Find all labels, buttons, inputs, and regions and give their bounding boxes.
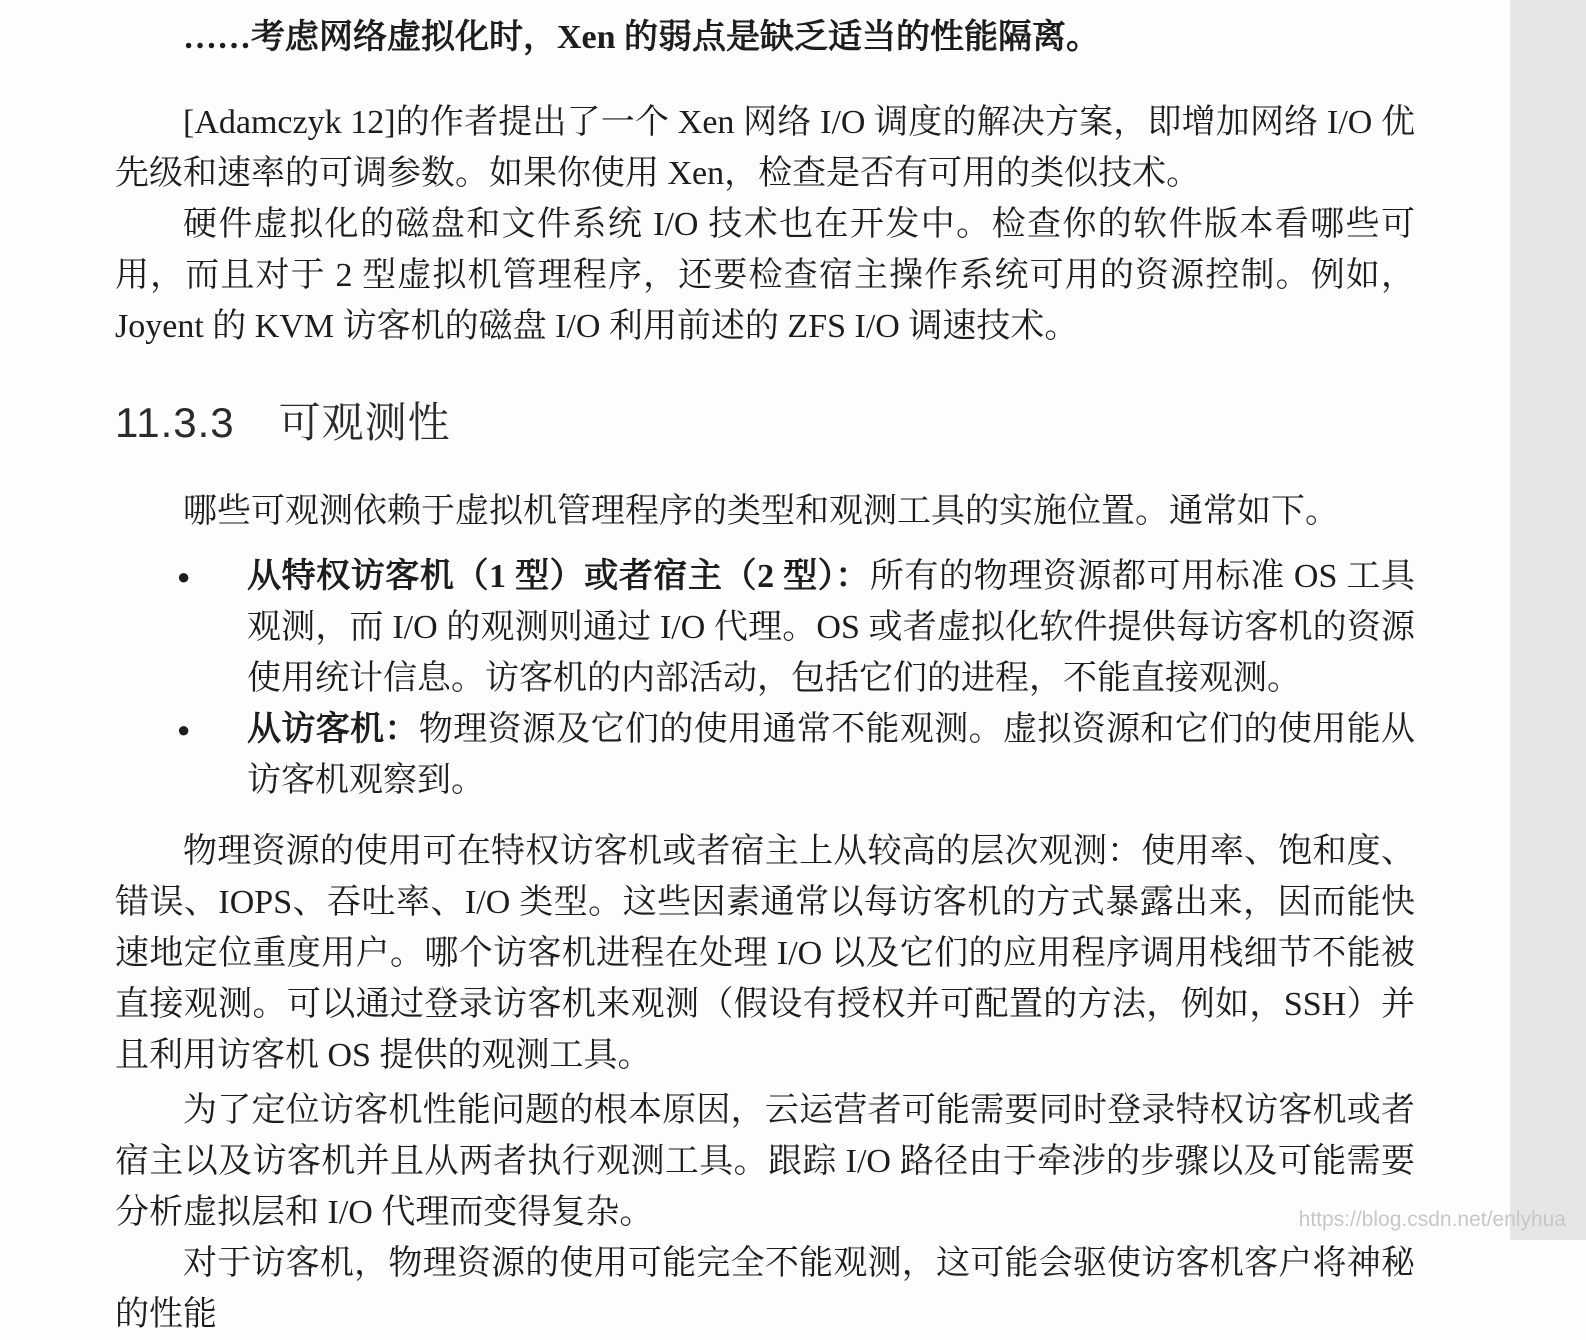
- section-title: 可观测性: [278, 399, 451, 446]
- bullet-text: [247, 551, 1415, 704]
- paragraph-physical-resources: 物理资源的使用可在特权访客机或者宿主上从较高的层次观测：使用率、饱和度、错误、IOPS、吞吐率、I/O 类型。这些因素通常以每访客机的方式暴露出来，因而能快速地定位重度用户。哪个访客机进程在处理 I/O 以及它们的应用程序调用栈细节不能被直接观测。可以通过登录访客机来观测（假设有授权并可配置的方法，例如，SSH）并且利用访客机 OS 提供的观测工具。: [115, 833, 1415, 1074]
- paragraph-cutoff: 对于访客机，物理资源的使用可能完全不能观测，这可能会驱使访客机客户将神秘的性能: [115, 1245, 1415, 1333]
- section-number: 11.3.3: [115, 399, 235, 446]
- page-edge-band: [1510, 0, 1586, 1240]
- paragraph-adamczyk: [Adamczyk 12]的作者提出了一个 Xen 网络 I/O 调度的解决方案，即增加网络 I/O 优先级和速率的可调参数。如果你使用 Xen，检查是否有可用的类似技术。: [115, 104, 1415, 192]
- list-item: [115, 704, 1415, 806]
- bullet-list: [115, 551, 1415, 806]
- section-heading: [115, 398, 1415, 448]
- bullet-lead: 从访客机：: [247, 711, 419, 748]
- list-item: [115, 551, 1415, 704]
- paragraph-hardware-io: 硬件虚拟化的磁盘和文件系统 I/O 技术也在开发中。检查你的软件版本看哪些可用，而且对于 2 型虚拟机管理程序，还要检查宿主操作系统可用的资源控制。例如，Joyent 的 KVM 访客机的磁盘 I/O 利用前述的 ZFS I/O 调速技术。: [115, 206, 1415, 345]
- bullet-body: 物理资源及它们的使用通常不能观测。虚拟资源和它们的使用能从访客机观察到。: [247, 711, 1416, 799]
- csdn-watermark: https://blog.csdn.net/enlyhua: [1298, 1208, 1566, 1231]
- bullet-icon: ●: [177, 564, 191, 589]
- paragraph-intro: 哪些可观测依赖于虚拟机管理程序的类型和观测工具的实施位置。通常如下。: [183, 493, 1339, 530]
- paragraph-root-cause: 为了定位访客机性能问题的根本原因，云运营者可能需要同时登录特权访客机或者宿主以及访客机并且从两者执行观测工具。跟踪 I/O 路径由于牵涉的步骤以及可能需要分析虚拟层和 I/O 代理而变得复杂。: [115, 1092, 1415, 1231]
- bullet-body: 所有的物理资源都可用标准 OS 工具观测，而 I/O 的观测则通过 I/O 代理。OS 或者虚拟化软件提供每访客机的资源使用统计信息。访客机的内部活动，包括它们的进程，不能直接观测。: [247, 558, 1416, 697]
- book-page-text: [115, 0, 1415, 1340]
- bullet-text: [247, 704, 1415, 806]
- quote-line: ……考虑网络虚拟化时，Xen 的弱点是缺乏适当的性能隔离。: [183, 19, 1101, 56]
- bullet-lead: 从特权访客机（1 型）或者宿主（2 型）：: [247, 558, 870, 595]
- bullet-icon: ●: [177, 717, 191, 742]
